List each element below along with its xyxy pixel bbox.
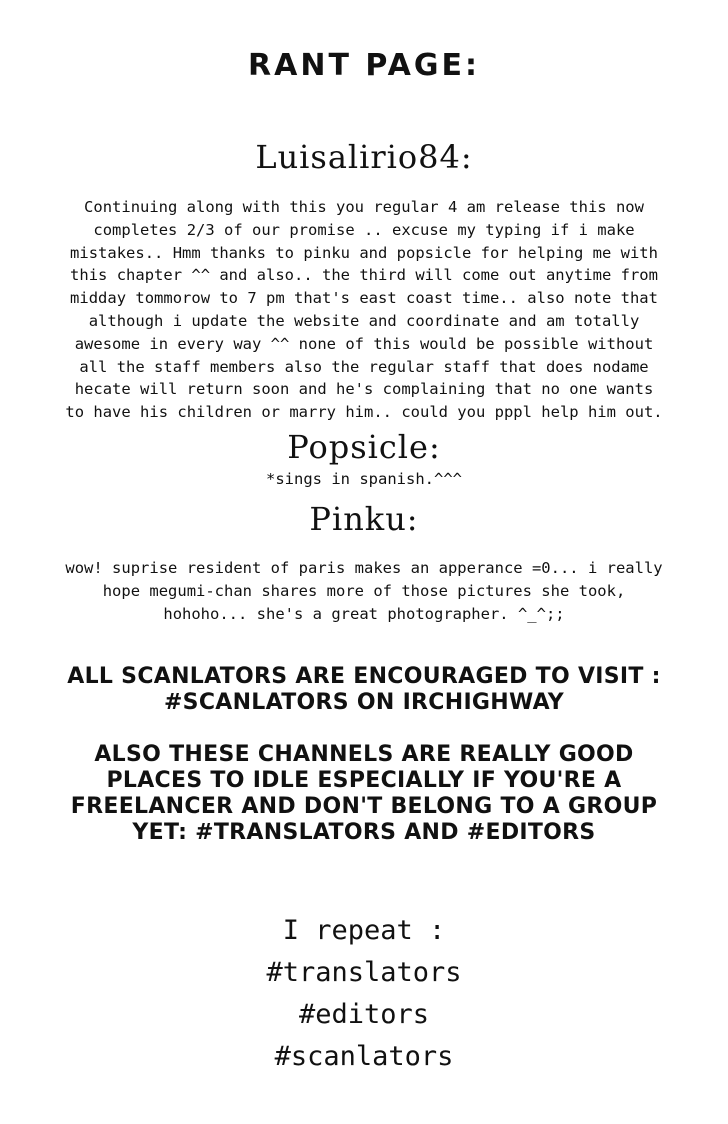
- popsicle-line: *sings in spanish.^^^: [266, 470, 462, 488]
- luisa-line: mistakes.. Hmm thanks to pinku and popsicle for helping me with: [70, 243, 658, 262]
- repeat-list: [0, 910, 728, 1078]
- channels-announcement: [60, 742, 668, 846]
- popsicle-paragraph: [60, 468, 668, 491]
- luisa-line: awesome in every way ^^ none of this would be possible without: [74, 334, 654, 353]
- pinku-paragraph: [60, 557, 668, 625]
- announcement-line: ALL SCANLATORS ARE ENCOURAGED TO VISIT :: [67, 664, 661, 689]
- repeat-line: #translators: [266, 957, 462, 988]
- luisa-heading: Luisalirio84:: [255, 138, 473, 176]
- announcement-line: FREELANCER AND DON'T BELONG TO A GROUP: [70, 794, 658, 819]
- repeat-line: #editors: [298, 999, 430, 1030]
- luisa-line: this chapter ^^ and also.. the third will come out anytime from: [70, 266, 658, 285]
- pinku-heading: Pinku:: [309, 500, 419, 538]
- luisa-line: although i update the website and coordinate and am totally: [88, 311, 640, 330]
- pinku-line: wow! suprise resident of paris makes an apperance =0... i really: [65, 559, 663, 577]
- luisa-line: completes 2/3 of our promise .. excuse my typing if i make: [93, 220, 635, 239]
- luisa-line: hecate will return soon and he's complaining that no one wants: [74, 380, 654, 399]
- repeat-line: I repeat :: [282, 915, 446, 946]
- announcement-line: YET: #TRANSLATORS AND #EDITORS: [132, 820, 596, 845]
- luisa-line: to have his children or marry him.. could you pppl help him out.: [65, 403, 663, 422]
- announcement-line: #SCANLATORS ON IRCHIGHWAY: [163, 690, 565, 715]
- luisa-line: all the staff members also the regular staff that does nodame: [79, 357, 649, 376]
- luisa-line: midday tommorow to 7 pm that's east coast time.. also note that: [70, 289, 658, 308]
- luisa-paragraph: [60, 196, 668, 424]
- repeat-line: #scanlators: [274, 1041, 454, 1072]
- luisa-line: Continuing along with this you regular 4 am release this now: [84, 198, 644, 216]
- pinku-line: hohoho... she's a great photographer. ^_^;;: [163, 604, 565, 623]
- announcement-line: ALSO THESE CHANNELS ARE REALLY GOOD: [94, 742, 634, 767]
- announcement-line: PLACES TO IDLE ESPECIALLY IF YOU'RE A: [106, 768, 622, 793]
- pinku-line: hope megumi-chan shares more of those pictures she took,: [102, 581, 626, 600]
- visit-announcement: [60, 664, 668, 716]
- page-title: RANT PAGE:: [248, 48, 480, 83]
- popsicle-heading: Popsicle:: [287, 428, 441, 466]
